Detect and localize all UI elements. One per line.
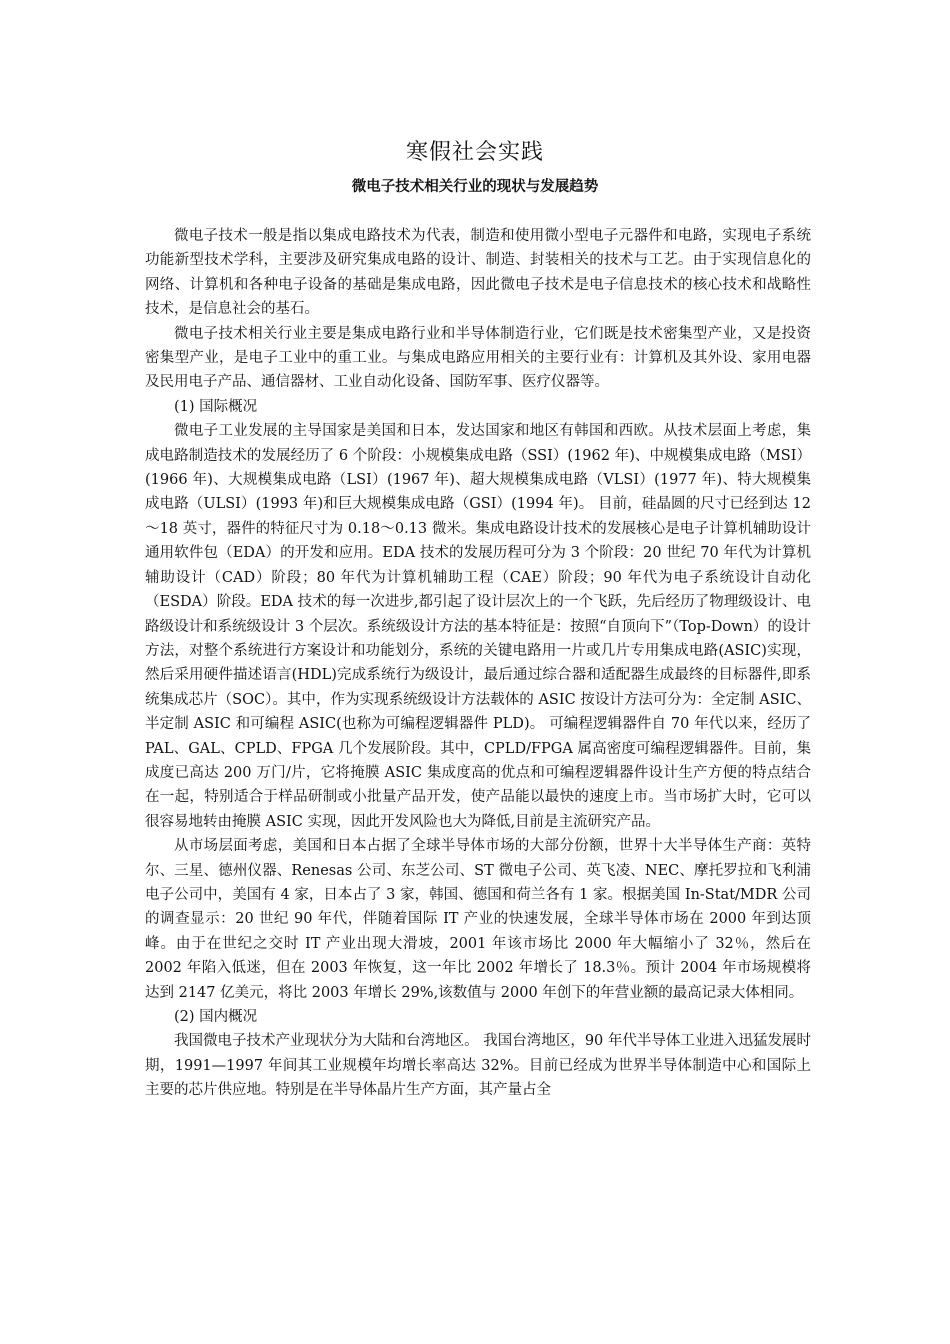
paragraph-industries: 微电子技术相关行业主要是集成电路行业和半导体制造行业，它们既是技术密集型产业，又是投资密集型产业，是电子工业中的重工业。与集成电路应用相关的主要行业有：计算机及其外设、家用电器及民用电子产品、通信器材、工业自动化设备、国防军事、医疗仪器等。 [145, 325, 811, 391]
paragraph-international-technology: 微电子工业发展的主导国家是美国和日本，发达国家和地区有韩国和西欧。从技术层面上考虑，集成电路制造技术的发展经历了 6 个阶段：小规模集成电路（SSI）(1962 年)、中规模集成电路（MSI）(1966 年)、大规模集成电路（LSI）(1967 年)、超大规模集成电路（VLSI）(1977 年)、特大规模集成电路（ULSI）(1993 年)和巨大规模集成电路（GSI）(1994 年)。 目前，硅晶圆的尺寸已经到达 12～18 英寸，器件的特征尺寸为 0.18～0.13 微米。集成电路设计技术的发展核心是电子计算机辅助设计通用软件包（EDA）的开发和应用。EDA 技术的发展历程可分为 3 个阶段：20 世纪 70 年代为计算机辅助设计（CAD）阶段；80 年代为计算机辅助工程（CAE）阶段；90 年代为电子系统设计自动化（ESDA）阶段。EDA 技术的每一次进步,都引起了设计层次上的一个飞跃，先后经历了物理级设计、电路级设计和系统级设计 3 个层次。系统级设计方法的基本特征是：按照“自顶向下”（Top-Down）的设计方法，对整个系统进行方案设计和功能划分，系统的关键电路用一片或几片专用集成电路(ASIC)实现，然后采用硬件描述语言(HDL)完成系统行为级设计，最后通过综合器和适配器生成最终的目标器件,即系统集成芯片（SOC）。其中，作为实现系统级设计方法载体的 ASIC 按设计方法可分为：全定制 ASIC、半定制 ASIC 和可编程 ASIC(也称为可编程逻辑器件 PLD)。 可编程逻辑器件自 70 年代以来，经历了 PAL、GAL、CPLD、FPGA 几个发展阶段。其中，CPLD/FPGA 属高密度可编程逻辑器件。目前，集成度已高达 200 万门/片，它将掩膜 ASIC 集成度高的优点和可编程逻辑器件设计生产方便的特点结合在一起，特别适合于样品研制或小批量产品开发，使产品能以最快的速度上市。当市场扩大时，它可以很容易地转由掩膜 ASIC 实现，因此开发风险也大为降低,目前是主流研究产品。 [145, 423, 811, 830]
paragraph-domestic: 我国微电子技术产业现状分为大陆和台湾地区。 我国台湾地区，90 年代半导体工业进入迅猛发展时期，1991—1997 年间其工业规模年均增长率高达 32%。目前已经成为世界半导体制造中心和国际上主要的芯片供应地。特别是在半导体晶片生产方面，其产量占全 [145, 1033, 811, 1099]
document-subtitle: 微电子技术相关行业的现状与发展趋势 [351, 179, 599, 195]
document-body [145, 224, 811, 1103]
section-heading-international: (1) 国际概况 [174, 398, 258, 415]
paragraph-international-market: 从市场层面考虑，美国和日本占据了全球半导体市场的大部分份额，世界十大半导体生产商：英特尔、三星、德州仪器、Renesas 公司、东芝公司、ST 微电子公司、英飞凌、NEC、摩托罗拉和飞利浦电子公司中，美国有 4 家，日本占了 3 家，韩国、德国和荷兰各有 1 家。根据美国 In-Stat/MDR 公司的调查显示：20 世纪 90 年代，伴随着国际 IT 产业的快速发展，全球半导体市场在 2000 年到达顶峰。由于在世纪之交时 IT 产业出现大滑坡，2001 年该市场比 2000 年大幅缩小了 32％，然后在 2002 年陷入低迷，但在 2003 年恢复，这一年比 2002 年增长了 18.3％。预计 2004 年市场规模将达到 2147 亿美元，将比 2003 年增长 29%,该数值与 2000 年创下的年营业额的最高记录大体相同。 [145, 838, 811, 1001]
document-title: 寒假社会实践 [405, 140, 544, 165]
section-heading-domestic: (2) 国内概况 [174, 1009, 258, 1025]
paragraph-intro: 微电子技术一般是指以集成电路技术为代表，制造和使用微小型电子元器件和电路，实现电子系统功能新型技术学科，主要涉及研究集成电路的设计、制造、封装相关的技术与工艺。由于实现信息化的网络、计算机和各种电子设备的基础是集成电路，因此微电子技术是电子信息技术的核心技术和战略性技术，是信息社会的基石。 [145, 228, 811, 318]
